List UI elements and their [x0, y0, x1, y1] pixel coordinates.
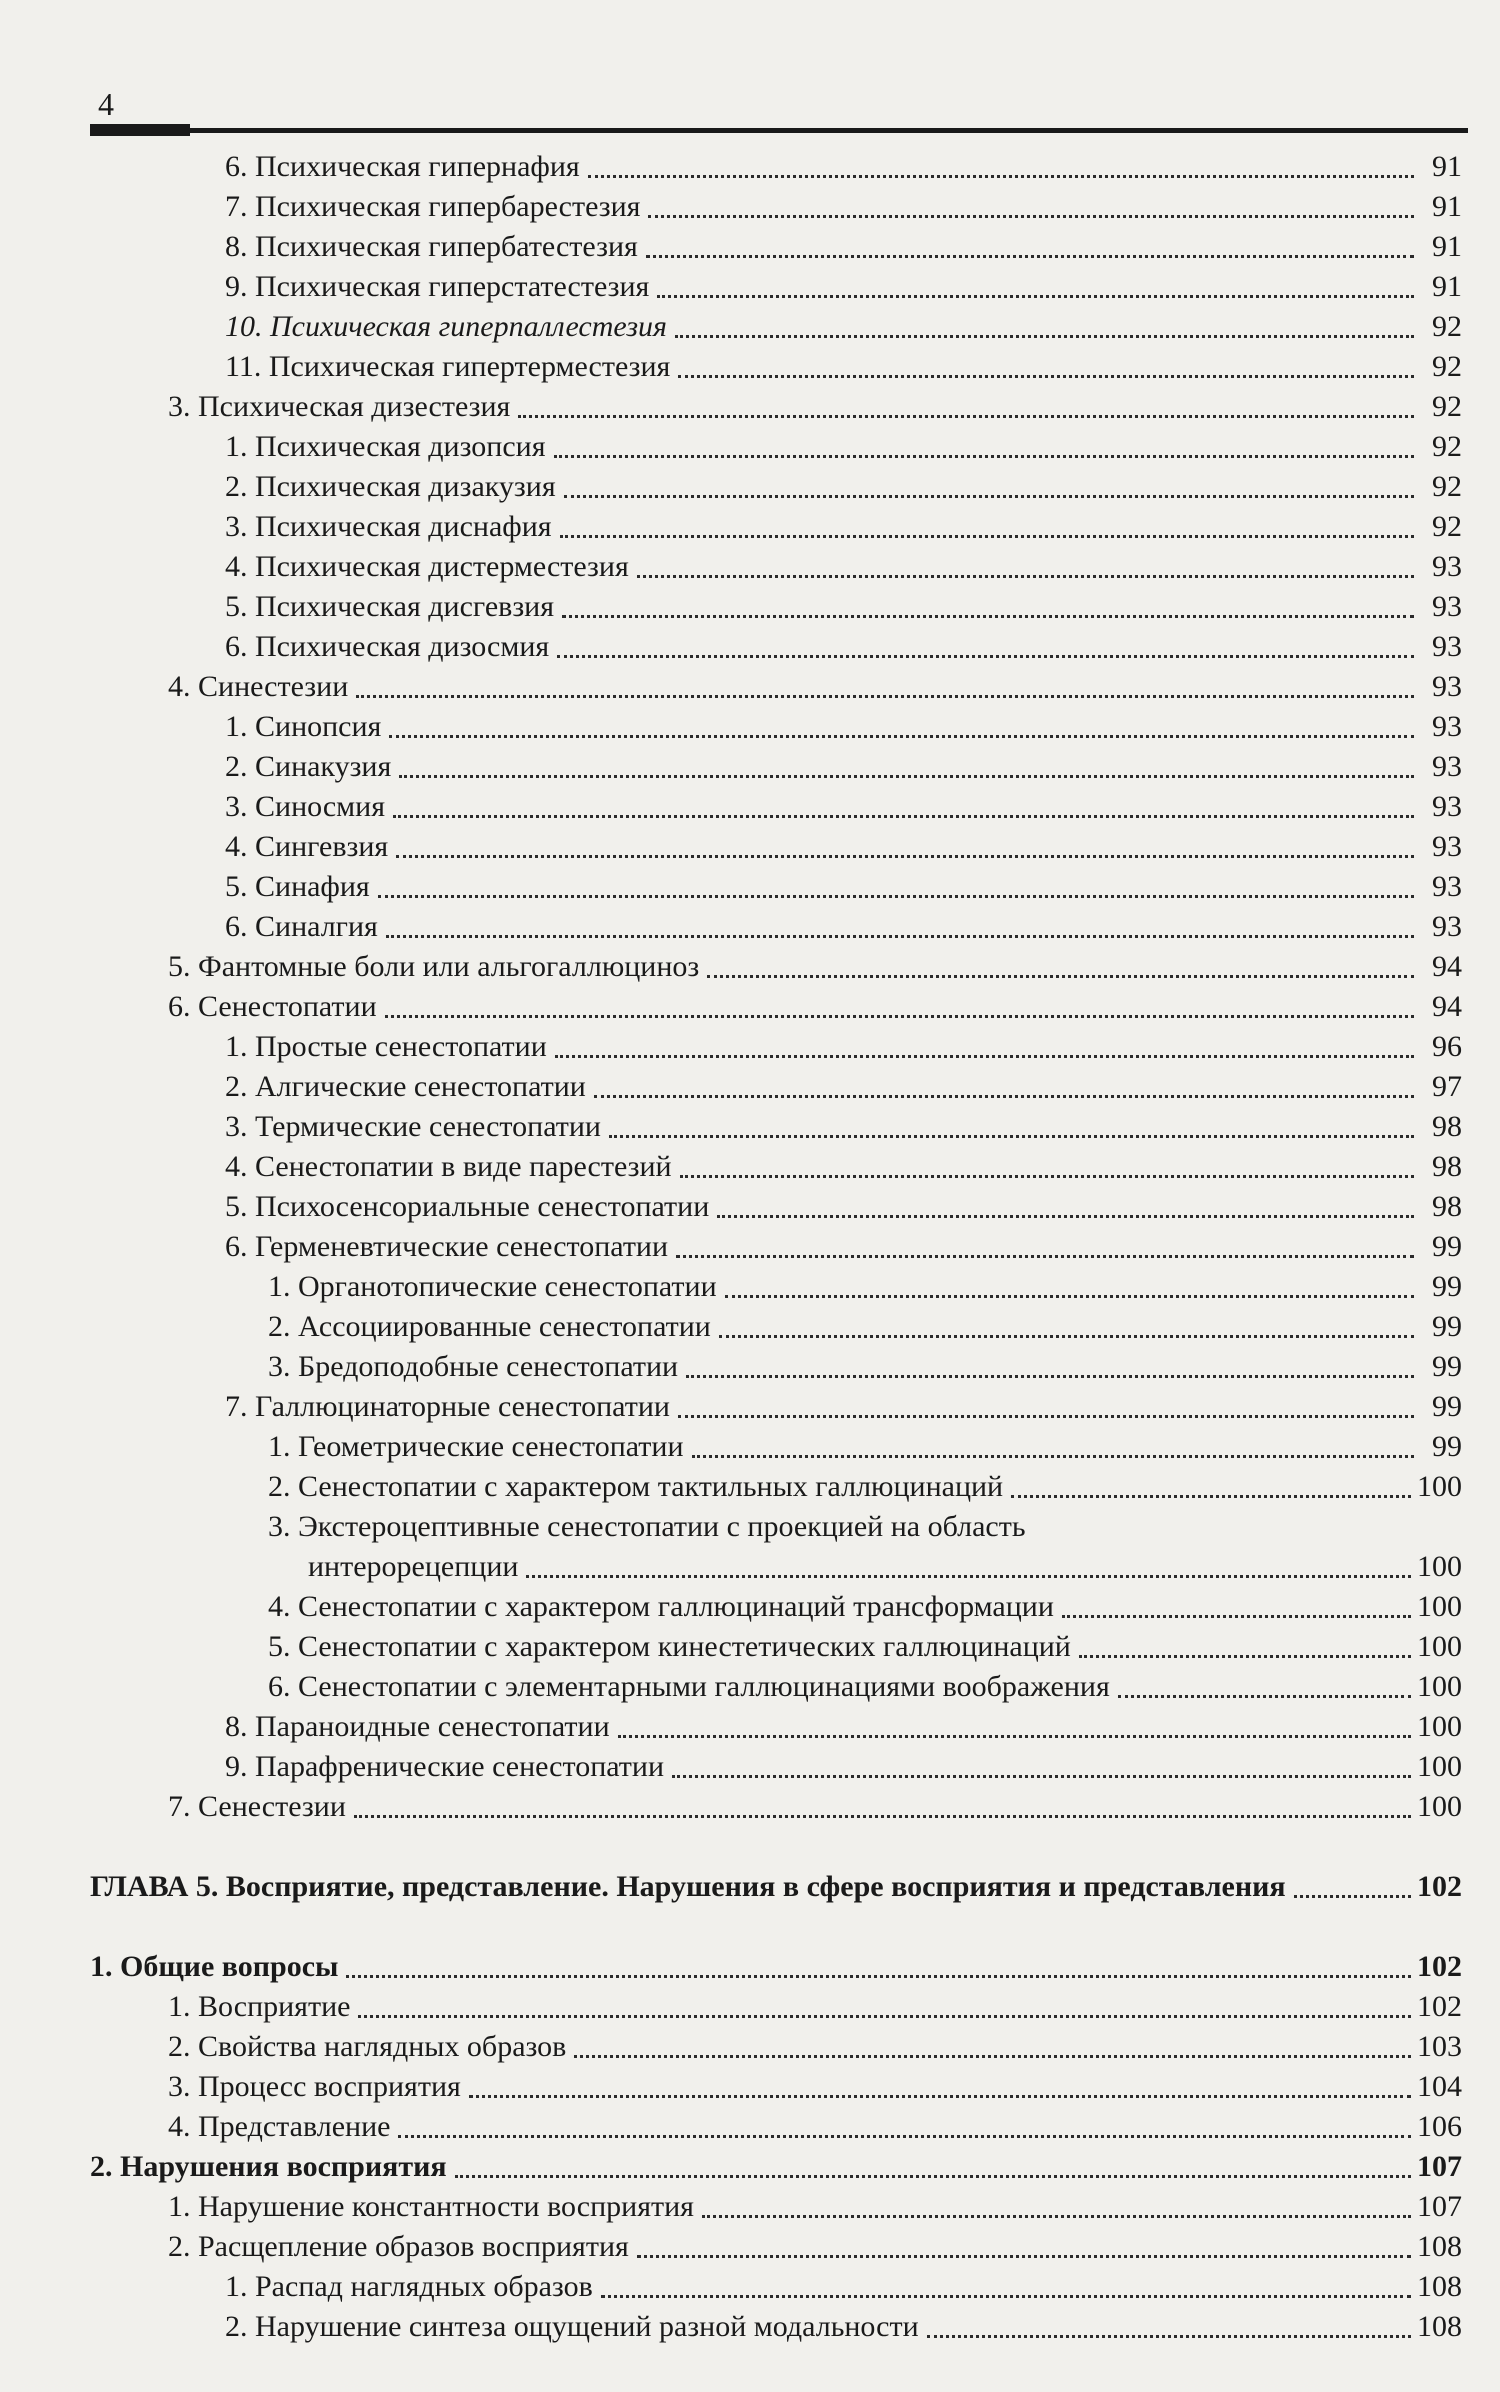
- dot-leader: [719, 1334, 1414, 1338]
- toc-entry-page: 100: [1417, 1590, 1462, 1623]
- toc-entry-page: 93: [1432, 590, 1462, 623]
- dot-leader: [717, 1214, 1414, 1218]
- toc-entry[interactable]: [268, 1267, 1462, 1307]
- toc-entry-title: 3. Экстероцептивные сенестопатии с проекцией на область: [268, 1510, 1026, 1543]
- toc-entry[interactable]: [168, 1787, 1462, 1827]
- toc-entry-title: 2. Свойства наглядных образов: [168, 2030, 567, 2063]
- toc-entry[interactable]: [225, 907, 1462, 947]
- dot-leader: [702, 2214, 1411, 2218]
- dot-leader: [1118, 1694, 1411, 1698]
- toc-entry-title: 4. Психическая дистерместезия: [225, 550, 629, 583]
- toc-entry-page: 98: [1432, 1150, 1462, 1183]
- toc-entry-page: 93: [1432, 670, 1462, 703]
- toc-entry-title: 1. Синопсия: [225, 710, 382, 743]
- toc-entry[interactable]: [268, 1667, 1462, 1707]
- toc-entry-title: 2. Алгические сенестопатии: [225, 1070, 586, 1103]
- toc-entry-page: 100: [1417, 1670, 1462, 1703]
- toc-entry-title: 4. Сенестопатии в виде парестезий: [225, 1150, 672, 1183]
- toc-entry[interactable]: [225, 187, 1462, 227]
- toc-entry-title: 10. Психическая гиперпаллестезия: [225, 310, 667, 343]
- toc-entry-page: 100: [1417, 1790, 1462, 1823]
- toc-entry[interactable]: [225, 787, 1462, 827]
- toc-entry[interactable]: [168, 2067, 1462, 2107]
- dot-leader: [554, 454, 1414, 458]
- toc-entry-page: 108: [1417, 2310, 1462, 2343]
- toc-entry[interactable]: [225, 467, 1462, 507]
- toc-entry[interactable]: [225, 747, 1462, 787]
- toc-entry[interactable]: [225, 627, 1462, 667]
- toc-entry-page: 93: [1432, 550, 1462, 583]
- toc-entry[interactable]: [90, 1947, 1462, 1987]
- toc-entry-page: 91: [1432, 270, 1462, 303]
- toc-entry[interactable]: [225, 587, 1462, 627]
- toc-entry-title: ГЛАВА 5. Восприятие, представление. Нарушения в сфере восприятия и представления: [90, 1870, 1286, 1903]
- toc-entry-page: 107: [1417, 2150, 1462, 2183]
- toc-entry-page: 93: [1432, 910, 1462, 943]
- dot-leader: [927, 2334, 1411, 2338]
- dot-leader: [1011, 1494, 1411, 1498]
- toc-entry-title: 1. Нарушение константности восприятия: [168, 2190, 694, 2223]
- toc-entry-title: 1. Геометрические сенестопатии: [268, 1430, 684, 1463]
- dot-leader: [594, 1094, 1414, 1098]
- dot-leader: [609, 1134, 1414, 1138]
- toc-entry[interactable]: [268, 1307, 1462, 1347]
- toc-entry-page: 92: [1432, 390, 1462, 423]
- toc-entry-page: 99: [1432, 1270, 1462, 1303]
- toc-entry[interactable]: [225, 1147, 1462, 1187]
- dot-leader: [557, 654, 1414, 658]
- toc-entry-page: 100: [1417, 1550, 1462, 1583]
- toc-entry[interactable]: [268, 1347, 1462, 1387]
- dot-leader: [707, 974, 1414, 978]
- toc-entry-title: 1. Общие вопросы: [90, 1950, 339, 1983]
- dot-leader: [358, 2014, 1411, 2018]
- toc-entry-title: 6. Сенестопатии: [168, 990, 377, 1023]
- toc-entry-title: 2. Нарушения восприятия: [90, 2150, 447, 2183]
- toc-entry[interactable]: [225, 2307, 1462, 2347]
- toc-entry[interactable]: [225, 867, 1462, 907]
- toc-entry-page: 107: [1417, 2190, 1462, 2223]
- toc-entry-title: 3. Бредоподобные сенестопатии: [268, 1350, 679, 1383]
- toc-entry-title: 1. Восприятие: [168, 1990, 351, 2023]
- dot-leader: [676, 1254, 1414, 1258]
- toc-entry[interactable]: [308, 1547, 1462, 1587]
- toc-entry-page: 93: [1432, 790, 1462, 823]
- toc-entry[interactable]: [225, 547, 1462, 587]
- toc-entry[interactable]: [268, 1427, 1462, 1467]
- toc-entry-title: интерорецепции: [308, 1550, 519, 1583]
- dot-leader: [399, 774, 1414, 778]
- toc-entry-title: 6. Сенестопатии с элементарными галлюцинациями воображения: [268, 1670, 1110, 1703]
- toc-entry-page: 100: [1417, 1630, 1462, 1663]
- toc-entry-title: 2. Нарушение синтеза ощущений разной модальности: [225, 2310, 919, 2343]
- toc-entry[interactable]: [225, 347, 1462, 387]
- toc-entry[interactable]: [168, 667, 1462, 707]
- toc-entry-title: 8. Параноидные сенестопатии: [225, 1710, 610, 1743]
- toc-entry-title: 1. Простые сенестопатии: [225, 1030, 547, 1063]
- toc-entry-title: 4. Синестезии: [168, 670, 349, 703]
- toc-entry-page: 108: [1417, 2270, 1462, 2303]
- toc-entry-page: 102: [1417, 1870, 1462, 1903]
- dot-leader: [680, 1174, 1414, 1178]
- toc-entry-page: 92: [1432, 510, 1462, 543]
- toc-entry-title: 5. Синафия: [225, 870, 370, 903]
- dot-leader: [648, 214, 1414, 218]
- toc-entry-title: 3. Психическая дизестезия: [168, 390, 511, 423]
- dot-leader: [1079, 1654, 1411, 1658]
- toc-entry-title: 1. Органотопические сенестопатии: [268, 1270, 717, 1303]
- dot-leader: [396, 854, 1414, 858]
- toc-entry-title: 6. Синалгия: [225, 910, 378, 943]
- dot-leader: [1294, 1894, 1411, 1898]
- toc-entry[interactable]: [225, 507, 1462, 547]
- toc-entry-title: 7. Психическая гипербарестезия: [225, 190, 641, 223]
- toc-entry-page: 96: [1432, 1030, 1462, 1063]
- toc-entry-page: 106: [1417, 2110, 1462, 2143]
- toc-entry-title: 1. Психическая дизопсия: [225, 430, 546, 463]
- toc-entry[interactable]: [168, 2027, 1462, 2067]
- toc-entry-page: 98: [1432, 1110, 1462, 1143]
- dot-leader: [518, 414, 1414, 418]
- toc-entry-title: 4. Сингевзия: [225, 830, 389, 863]
- header-rule-accent: [90, 124, 190, 136]
- toc-entry-title: 6. Психическая гипернафия: [225, 150, 580, 183]
- dot-leader: [601, 2294, 1411, 2298]
- dot-leader: [562, 614, 1414, 618]
- toc-entry-title: 2. Ассоциированные сенестопатии: [268, 1310, 711, 1343]
- dot-leader: [356, 694, 1414, 698]
- toc-entry-title: 4. Сенестопатии с характером галлюцинаций трансформации: [268, 1590, 1054, 1623]
- toc-entry-title: 4. Представление: [168, 2110, 391, 2143]
- toc-entry-page: 102: [1417, 1950, 1462, 1983]
- dot-leader: [637, 574, 1414, 578]
- toc-entry-page: 97: [1432, 1070, 1462, 1103]
- dot-leader: [678, 1414, 1414, 1418]
- toc-entry-title: 2. Психическая дизакузия: [225, 470, 556, 503]
- dot-leader: [675, 334, 1414, 338]
- toc-entry-page: 94: [1432, 950, 1462, 983]
- toc-entry[interactable]: [225, 1227, 1462, 1267]
- toc-entry-page: 108: [1417, 2230, 1462, 2263]
- toc-entry[interactable]: [225, 307, 1462, 347]
- toc-entry[interactable]: [168, 387, 1462, 427]
- toc-entry[interactable]: [225, 1707, 1462, 1747]
- dot-leader: [393, 814, 1414, 818]
- toc-entry[interactable]: [225, 1027, 1462, 1067]
- toc-entry-page: 99: [1432, 1350, 1462, 1383]
- dot-leader: [678, 374, 1414, 378]
- toc-entry-title: 3. Психическая диснафия: [225, 510, 552, 543]
- dot-leader: [657, 294, 1414, 298]
- dot-leader: [398, 2134, 1411, 2138]
- toc-entry[interactable]: [168, 2227, 1462, 2267]
- toc-entry-title: 3. Термические сенестопатии: [225, 1110, 601, 1143]
- table-of-contents: [0, 147, 1500, 2347]
- dot-leader: [692, 1454, 1414, 1458]
- toc-entry[interactable]: [225, 1387, 1462, 1427]
- toc-entry-page: 103: [1417, 2030, 1462, 2063]
- dot-leader: [618, 1734, 1411, 1738]
- dot-leader: [686, 1374, 1414, 1378]
- toc-entry-page: 93: [1432, 870, 1462, 903]
- toc-entry[interactable]: [225, 427, 1462, 467]
- toc-entry-page: 99: [1432, 1390, 1462, 1423]
- toc-entry-page: 91: [1432, 150, 1462, 183]
- toc-entry-page: 104: [1417, 2070, 1462, 2103]
- dot-leader: [560, 534, 1414, 538]
- dot-leader: [574, 2054, 1411, 2058]
- toc-entry-page: 94: [1432, 990, 1462, 1023]
- toc-entry[interactable]: [225, 267, 1462, 307]
- dot-leader: [555, 1054, 1414, 1058]
- toc-entry[interactable]: [168, 987, 1462, 1027]
- dot-leader: [637, 2254, 1411, 2258]
- toc-entry[interactable]: [225, 147, 1462, 187]
- dot-leader: [672, 1774, 1411, 1778]
- toc-entry-title: 9. Парафренические сенестопатии: [225, 1750, 665, 1783]
- toc-entry-title: 6. Герменевтические сенестопатии: [225, 1230, 669, 1263]
- toc-entry[interactable]: [90, 2147, 1462, 2187]
- toc-entry-page: 99: [1432, 1230, 1462, 1263]
- toc-entry[interactable]: [90, 1867, 1462, 1907]
- toc-entry[interactable]: [268, 1507, 1462, 1547]
- toc-entry-title: 7. Галлюцинаторные сенестопатии: [225, 1390, 670, 1423]
- toc-entry-page: 93: [1432, 830, 1462, 863]
- toc-entry-page: 91: [1432, 230, 1462, 263]
- toc-entry-title: 7. Сенестезии: [168, 1790, 346, 1823]
- toc-entry-page: 99: [1432, 1310, 1462, 1343]
- toc-entry-page: 100: [1417, 1470, 1462, 1503]
- toc-entry-title: 8. Психическая гипербатестезия: [225, 230, 638, 263]
- toc-spacer: [0, 1907, 1500, 1947]
- toc-entry[interactable]: [225, 1107, 1462, 1147]
- toc-entry[interactable]: [268, 1627, 1462, 1667]
- toc-entry-page: 100: [1417, 1710, 1462, 1743]
- dot-leader: [588, 174, 1414, 178]
- toc-entry[interactable]: [225, 2267, 1462, 2307]
- dot-leader: [1062, 1614, 1411, 1618]
- toc-entry[interactable]: [168, 1987, 1462, 2027]
- toc-entry-page: 92: [1432, 310, 1462, 343]
- toc-entry[interactable]: [268, 1467, 1462, 1507]
- toc-entry-title: 5. Фантомные боли или альгогаллюциноз: [168, 950, 700, 983]
- toc-entry-page: 93: [1432, 710, 1462, 743]
- toc-entry[interactable]: [225, 227, 1462, 267]
- toc-entry-page: 93: [1432, 750, 1462, 783]
- dot-leader: [469, 2094, 1411, 2098]
- toc-entry-page: 99: [1432, 1430, 1462, 1463]
- toc-entry-page: 102: [1417, 1990, 1462, 2023]
- toc-entry-title: 11. Психическая гипертерместезия: [225, 350, 671, 383]
- dot-leader: [386, 934, 1414, 938]
- dot-leader: [378, 894, 1414, 898]
- toc-entry-title: 9. Психическая гиперстатестезия: [225, 270, 650, 303]
- toc-entry[interactable]: [225, 1187, 1462, 1227]
- toc-entry-page: 92: [1432, 350, 1462, 383]
- toc-entry[interactable]: [268, 1587, 1462, 1627]
- toc-entry-page: 92: [1432, 430, 1462, 463]
- dot-leader: [346, 1974, 1411, 1978]
- toc-entry[interactable]: [168, 2107, 1462, 2147]
- dot-leader: [385, 1014, 1414, 1018]
- toc-entry-page: 100: [1417, 1750, 1462, 1783]
- toc-entry-title: 5. Сенестопатии с характером кинестетических галлюцинаций: [268, 1630, 1071, 1663]
- toc-entry-title: 5. Психосенсориальные сенестопатии: [225, 1190, 710, 1223]
- dot-leader: [455, 2174, 1411, 2178]
- dot-leader: [354, 1814, 1411, 1818]
- toc-entry-page: 98: [1432, 1190, 1462, 1223]
- toc-entry-title: 3. Синосмия: [225, 790, 386, 823]
- toc-spacer: [0, 1827, 1500, 1867]
- dot-leader: [646, 254, 1414, 258]
- page-number: 4: [98, 86, 114, 122]
- toc-entry-page: 92: [1432, 470, 1462, 503]
- toc-entry[interactable]: [168, 947, 1462, 987]
- dot-leader: [526, 1574, 1411, 1578]
- toc-entry-page: 91: [1432, 190, 1462, 223]
- toc-entry[interactable]: [225, 1067, 1462, 1107]
- toc-entry-title: 1. Распад наглядных образов: [225, 2270, 593, 2303]
- toc-entry[interactable]: [225, 1747, 1462, 1787]
- toc-entry-title: 2. Сенестопатии с характером тактильных галлюцинаций: [268, 1470, 1004, 1503]
- dot-leader: [389, 734, 1414, 738]
- dot-leader: [725, 1294, 1414, 1298]
- dot-leader: [564, 494, 1414, 498]
- toc-entry[interactable]: [225, 827, 1462, 867]
- toc-entry-title: 2. Расщепление образов восприятия: [168, 2230, 629, 2263]
- toc-entry-title: 2. Синакузия: [225, 750, 392, 783]
- toc-entry-page: 93: [1432, 630, 1462, 663]
- toc-entry-title: 5. Психическая дисгевзия: [225, 590, 555, 623]
- toc-entry[interactable]: [225, 707, 1462, 747]
- toc-entry-title: 3. Процесс восприятия: [168, 2070, 461, 2103]
- toc-entry[interactable]: [168, 2187, 1462, 2227]
- header-rule: [90, 128, 1468, 133]
- toc-entry-title: 6. Психическая дизосмия: [225, 630, 550, 663]
